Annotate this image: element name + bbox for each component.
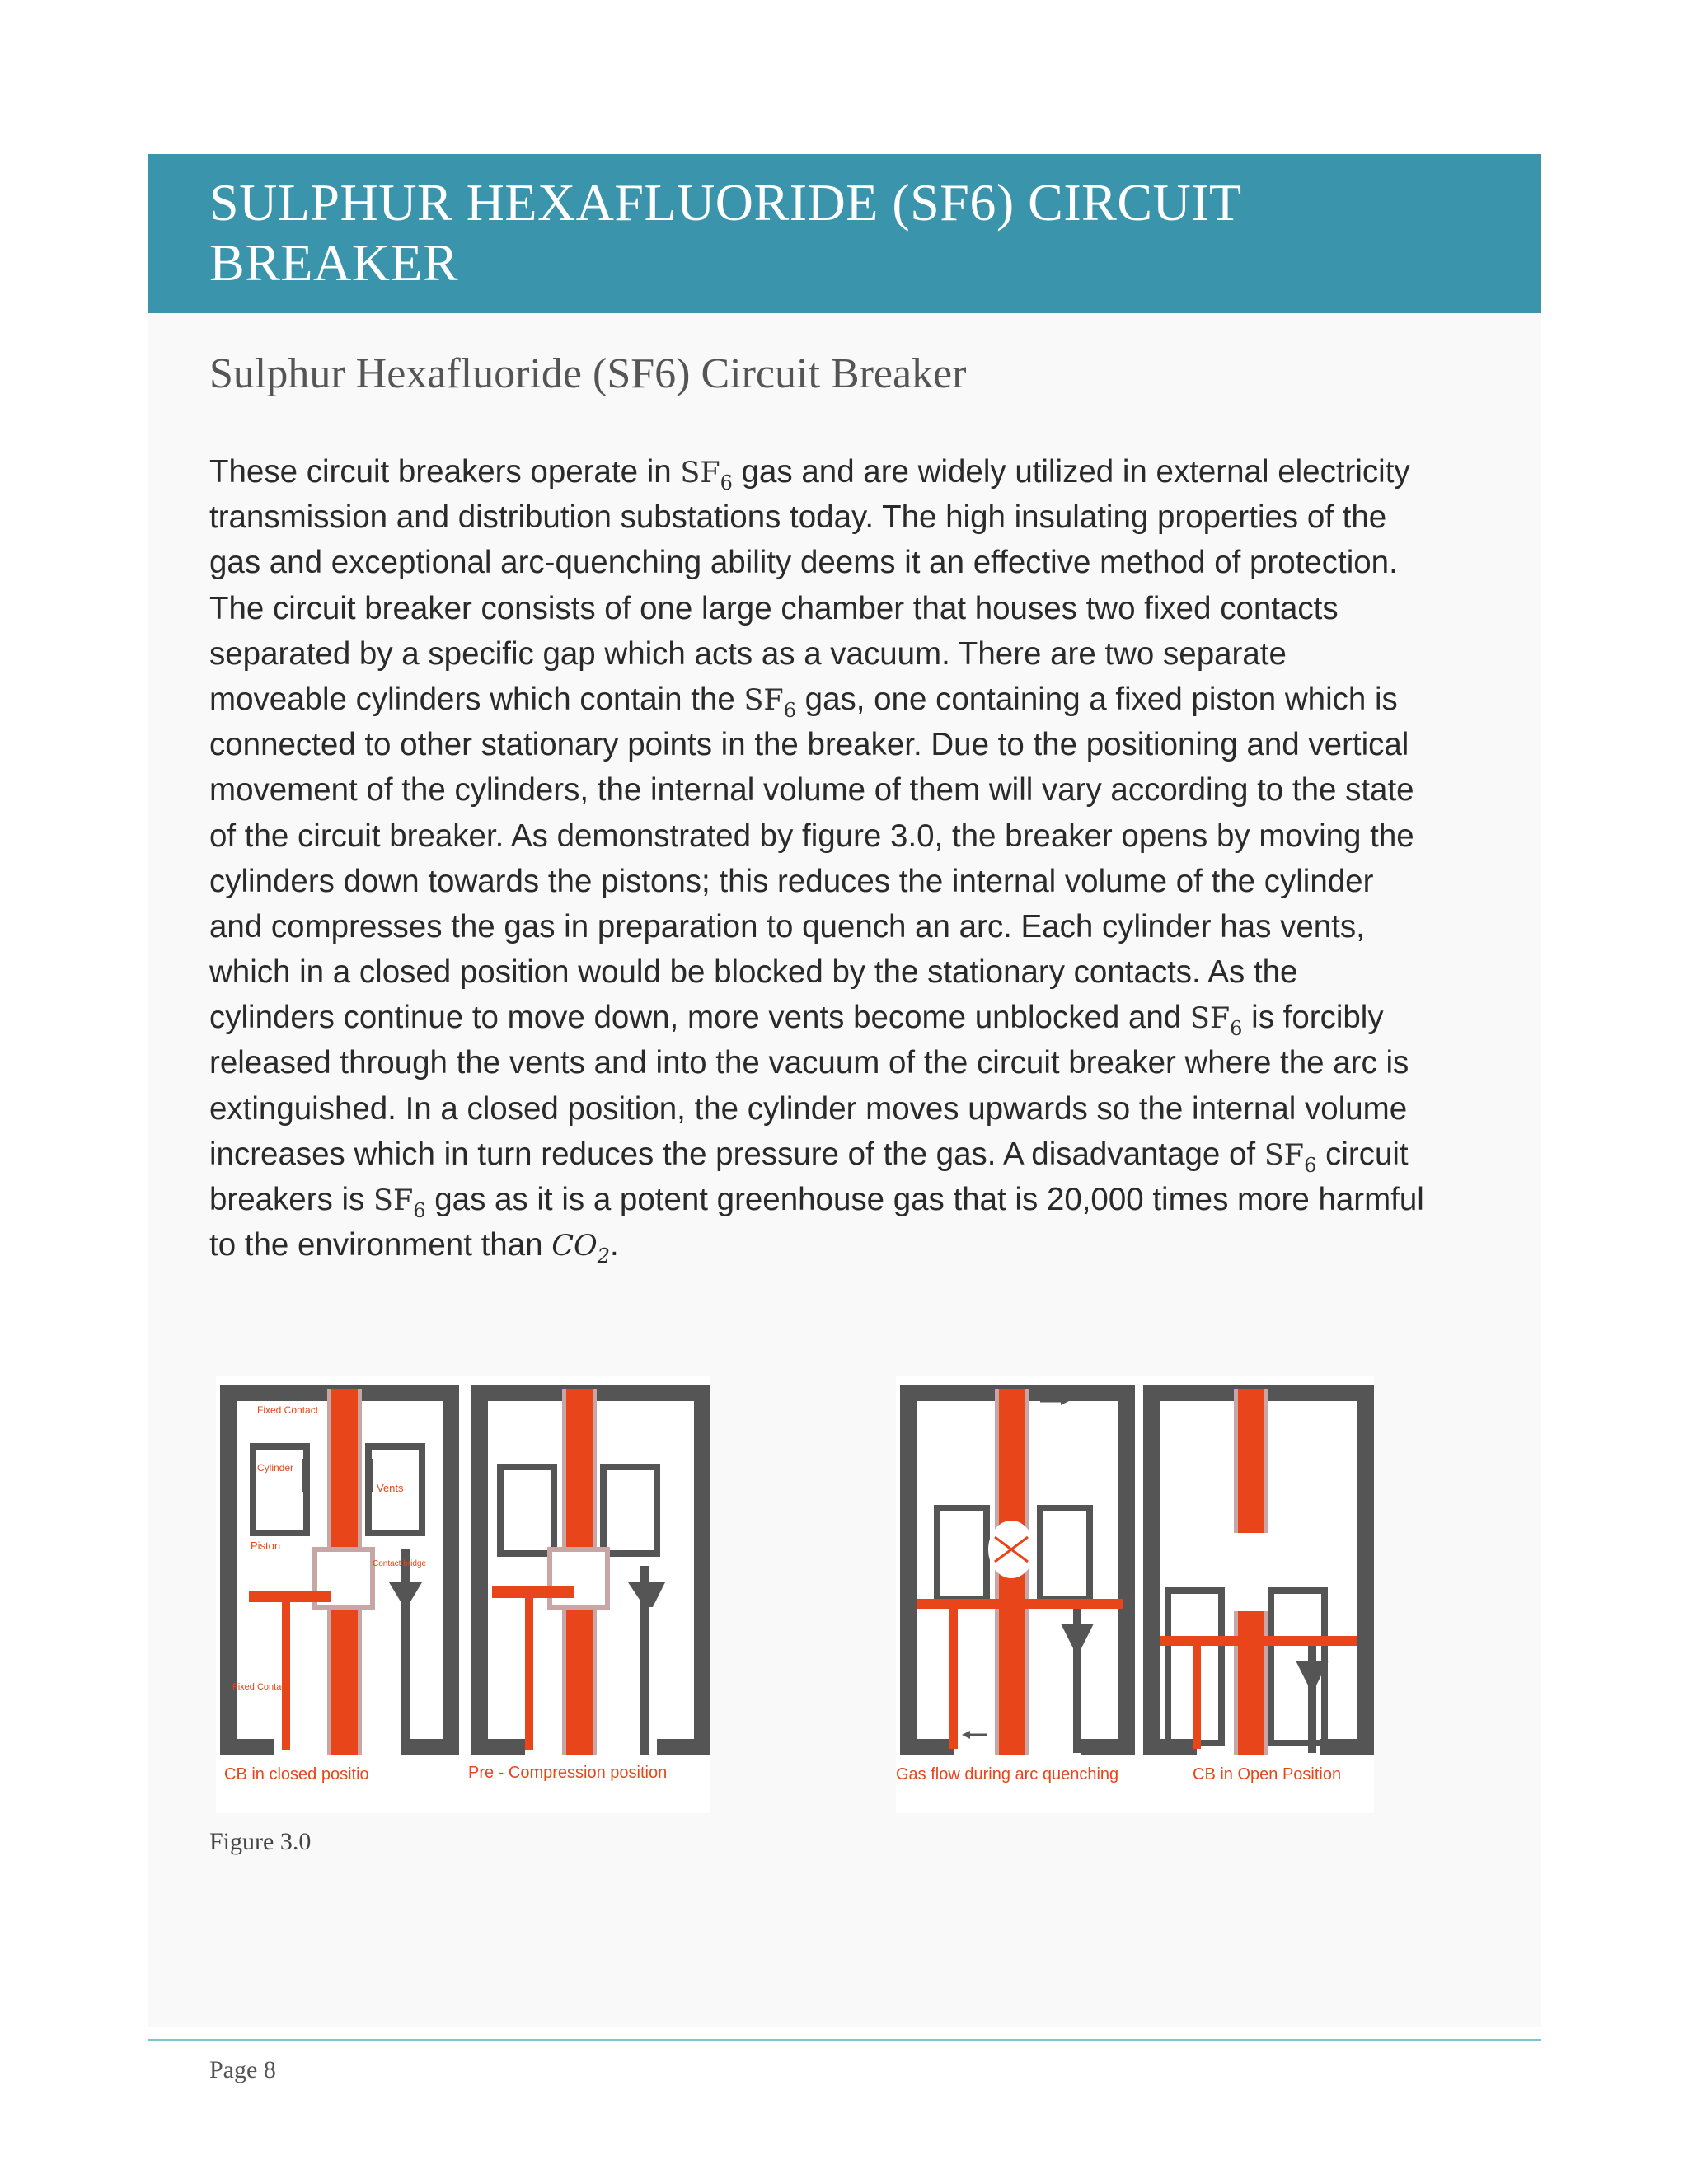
text-line: and compresses the gas in preparation to quench an arc. Each cylinder has vents, xyxy=(209,908,1365,944)
caption-precompression: Pre - Compression position xyxy=(468,1764,668,1782)
breaker-diagram-right xyxy=(896,1376,1374,1813)
sf6-formula: $SF_6$ xyxy=(1264,1138,1317,1177)
text-line: of the circuit breaker. As demonstrated by figure 3.0, the breaker opens by moving the xyxy=(209,818,1414,854)
text-line: cylinders continue to move down, more vents become unblocked and $SF_6$ is forcibly xyxy=(209,1000,1384,1041)
caption-open-position: CB in Open Position xyxy=(1193,1765,1342,1783)
breaker-diagram-left xyxy=(216,1376,710,1813)
label-piston: Piston xyxy=(251,1540,281,1552)
title-line-1: SULPHUR HEXAFLUORIDE (SF6) CIRCUIT xyxy=(209,173,1242,232)
text-line: cylinders down towards the pistons; this reduces the internal volume of the cylinder xyxy=(209,863,1374,899)
caption-gas-flow: Gas flow during arc quenching xyxy=(896,1765,1119,1783)
text-line: These circuit breakers operate in $SF_6$ gas and are widely utilized in external electricity xyxy=(209,454,1410,494)
text-line: which in a closed position would be blocked by the stationary contacts. As the xyxy=(209,954,1298,991)
title-line-2: BREAKER xyxy=(209,233,459,292)
text-line: to the environment than $CO_2$. xyxy=(209,1227,619,1268)
page-title xyxy=(209,172,1363,293)
text-line: gas and exceptional arc-quenching ability deems it an effective method of protection. xyxy=(209,545,1398,581)
sf6-formula: $SF_6$ xyxy=(743,683,796,722)
text-line: increases which in turn reduces the pressure of the gas. A disadvantage of $SF_6$ circuit xyxy=(209,1136,1409,1177)
page-number: Page 8 xyxy=(209,2056,276,2083)
body-paragraph xyxy=(209,449,1479,1268)
text-line: transmission and distribution substations today. The high insulating properties of the xyxy=(209,499,1387,536)
text-line: extinguished. In a closed position, the cylinder moves upwards so the internal volume xyxy=(209,1090,1408,1127)
text-line: breakers is $SF_6$ gas as it is a potent greenhouse gas that is 20,000 times more harmful xyxy=(209,1182,1424,1222)
text-line: The circuit breaker consists of one large chamber that houses two fixed contacts xyxy=(209,590,1339,626)
sf6-formula: $SF_6$ xyxy=(680,457,733,494)
footer-divider xyxy=(148,2039,1541,2041)
label-contact-bridge: Contact bridge xyxy=(373,1559,427,1568)
text-line: movement of the cylinders, the internal volume of them will vary according to the state xyxy=(209,772,1414,808)
title-banner xyxy=(148,154,1541,313)
text-line: separated by a specific gap which acts as a vacuum. There are two separate xyxy=(209,635,1287,672)
co2-formula: $CO_2$ xyxy=(551,1230,610,1268)
label-vents: Vents xyxy=(377,1482,404,1494)
figure-caption: Figure 3.0 xyxy=(209,1828,312,1855)
caption-closed-position: CB in closed positio xyxy=(224,1765,369,1783)
label-fixed-contact-top: Fixed Contact xyxy=(257,1404,319,1416)
label-cylinder: Cylinder xyxy=(257,1462,294,1474)
text-line: moveable cylinders which contain the $SF_6$ gas, one containing a fixed piston which is xyxy=(209,681,1398,722)
text-line: released through the vents and into the vacuum of the circuit breaker where the arc is xyxy=(209,1045,1409,1081)
section-heading: Sulphur Hexafluoride (SF6) Circuit Breaker xyxy=(209,350,967,397)
text-line: connected to other stationary points in the breaker. Due to the positioning and vertical xyxy=(209,727,1409,763)
sf6-formula: $SF_6$ xyxy=(373,1184,426,1222)
label-fixed-contact-bottom: Fixed Contact xyxy=(232,1682,288,1692)
sf6-formula: $SF_6$ xyxy=(1189,1002,1243,1041)
